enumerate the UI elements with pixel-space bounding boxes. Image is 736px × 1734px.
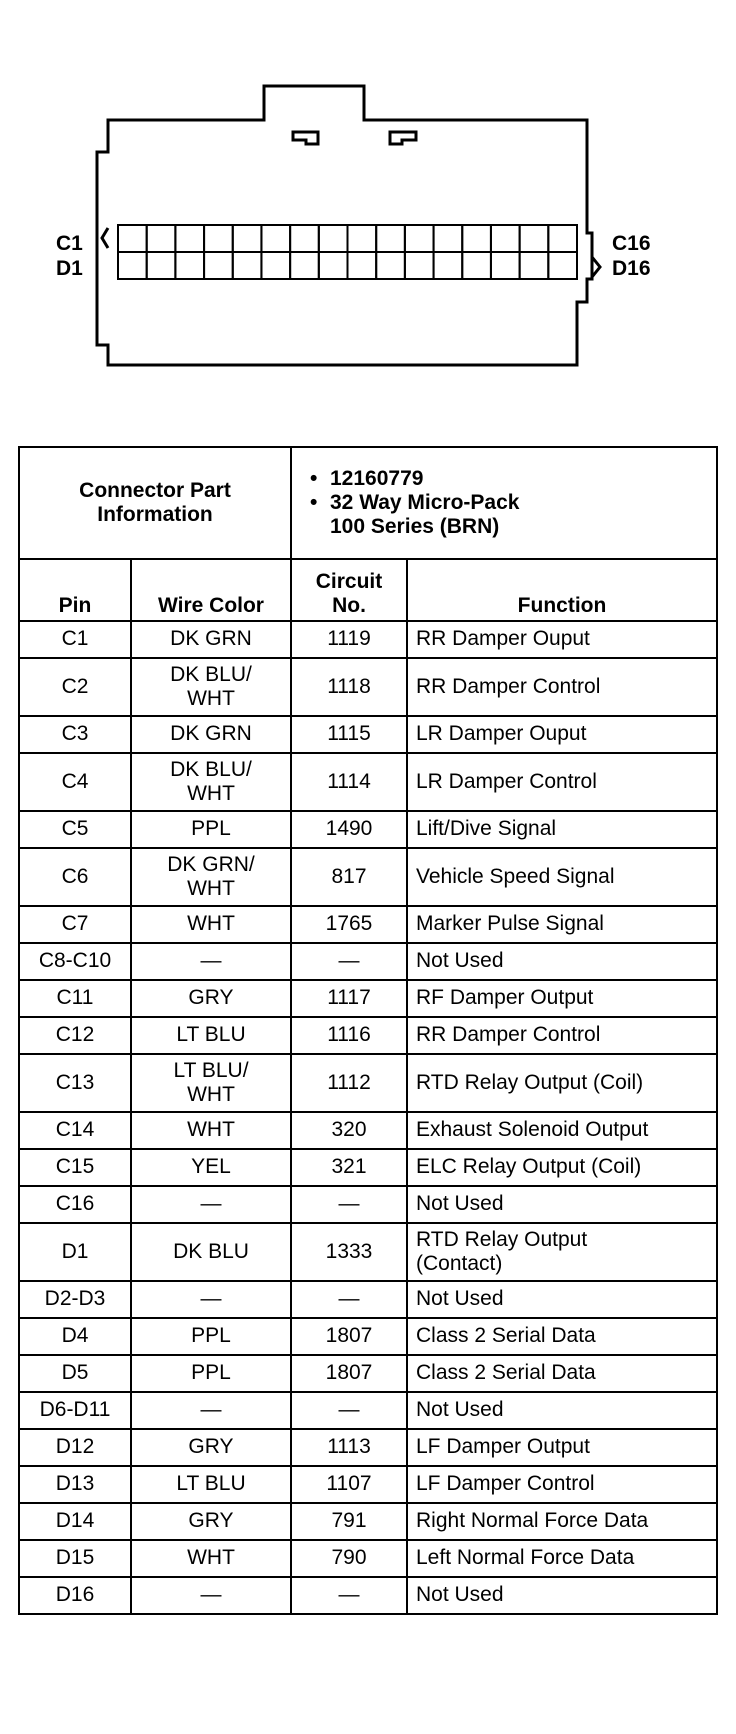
circuit-cell: 1333 xyxy=(291,1223,407,1281)
part-number-line: • 12160779 xyxy=(310,466,424,490)
table-row xyxy=(19,1112,717,1149)
circuit-cell: 791 xyxy=(291,1503,407,1540)
pin-cell: C7 xyxy=(19,906,131,943)
table-row xyxy=(19,1223,717,1281)
wire-color-cell: — xyxy=(131,1392,291,1429)
pin-cell: C3 xyxy=(19,716,131,753)
pin-cell: C13 xyxy=(19,1054,131,1112)
right-latch xyxy=(390,132,416,144)
pin-cell: D13 xyxy=(19,1466,131,1503)
circuit-cell: — xyxy=(291,1577,407,1614)
pin-cavity xyxy=(261,225,290,252)
circuit-cell: 321 xyxy=(291,1149,407,1186)
wire-color-cell: GRY xyxy=(131,1429,291,1466)
pin-cell: C8-C10 xyxy=(19,943,131,980)
circuit-cell: 1807 xyxy=(291,1318,407,1355)
circuit-cell: — xyxy=(291,1186,407,1223)
table-row xyxy=(19,716,717,753)
function-cell: RTD Relay Output (Contact) xyxy=(407,1223,717,1281)
table-row xyxy=(19,1054,717,1112)
table-row xyxy=(19,1577,717,1614)
column-header-row xyxy=(19,559,717,621)
table-row xyxy=(19,1392,717,1429)
circuit-cell: 1765 xyxy=(291,906,407,943)
pin-cell: C14 xyxy=(19,1112,131,1149)
function-cell: RR Damper Control xyxy=(407,658,717,716)
pin-cavity xyxy=(434,225,463,252)
table-row xyxy=(19,1429,717,1466)
circuit-cell: 1118 xyxy=(291,658,407,716)
pin-cell: D1 xyxy=(19,1223,131,1281)
column-header-function: Function xyxy=(407,559,717,621)
connector-diagram xyxy=(0,0,736,400)
wire-color-cell: — xyxy=(131,1281,291,1318)
circuit-cell: 1107 xyxy=(291,1466,407,1503)
pin-cavity xyxy=(434,252,463,279)
pin-cavity xyxy=(520,225,549,252)
pin-cell: D12 xyxy=(19,1429,131,1466)
wire-color-cell: WHT xyxy=(131,906,291,943)
circuit-cell: — xyxy=(291,1281,407,1318)
table-row xyxy=(19,1355,717,1392)
table-row xyxy=(19,1149,717,1186)
circuit-cell: 1117 xyxy=(291,980,407,1017)
pin-cell: D16 xyxy=(19,1577,131,1614)
wire-color-cell: DK GRN xyxy=(131,621,291,658)
function-cell: Not Used xyxy=(407,943,717,980)
wire-color-cell: LT BLU xyxy=(131,1017,291,1054)
pin-cavity xyxy=(548,225,577,252)
pin-cell: D15 xyxy=(19,1540,131,1577)
wire-color-cell: DK GRN xyxy=(131,716,291,753)
column-header-circuit: Circuit No. xyxy=(291,559,407,621)
wire-color-cell: DK BLU xyxy=(131,1223,291,1281)
pin-cavity xyxy=(290,225,319,252)
left-tab xyxy=(102,228,108,248)
circuit-cell: 1114 xyxy=(291,753,407,811)
wire-color-cell: PPL xyxy=(131,811,291,848)
pin-cavity xyxy=(175,252,204,279)
part-number: 12160779 xyxy=(330,466,424,490)
table-row xyxy=(19,1540,717,1577)
function-cell: Not Used xyxy=(407,1577,717,1614)
pin-cell: C6 xyxy=(19,848,131,906)
pin-cavity xyxy=(118,252,147,279)
wire-color-cell: DK BLU/ WHT xyxy=(131,753,291,811)
wire-color-cell: PPL xyxy=(131,1355,291,1392)
table-row xyxy=(19,980,717,1017)
wire-color-cell: PPL xyxy=(131,1318,291,1355)
connector-part-information-title: Connector Part Information xyxy=(19,447,291,559)
function-cell: Vehicle Speed Signal xyxy=(407,848,717,906)
function-cell: Not Used xyxy=(407,1392,717,1429)
pin-cavity xyxy=(233,225,262,252)
wire-color-cell: DK BLU/ WHT xyxy=(131,658,291,716)
pin-cell: D5 xyxy=(19,1355,131,1392)
table-row xyxy=(19,943,717,980)
circuit-cell: 790 xyxy=(291,1540,407,1577)
circuit-cell: 1112 xyxy=(291,1054,407,1112)
pin-cell: C15 xyxy=(19,1149,131,1186)
wire-color-cell: GRY xyxy=(131,1503,291,1540)
circuit-cell: 817 xyxy=(291,848,407,906)
left-latch xyxy=(293,132,318,144)
pin-cavity xyxy=(548,252,577,279)
pin-cavity xyxy=(376,252,405,279)
function-cell: LF Damper Control xyxy=(407,1466,717,1503)
table-row xyxy=(19,848,717,906)
table-row xyxy=(19,658,717,716)
pin-grid xyxy=(118,225,577,279)
pin-cell: C2 xyxy=(19,658,131,716)
pin-cavity xyxy=(204,252,233,279)
wire-color-cell: — xyxy=(131,1186,291,1223)
pin-cavity xyxy=(462,252,491,279)
connector-pinout-table xyxy=(18,446,718,1615)
function-cell: Class 2 Serial Data xyxy=(407,1318,717,1355)
wire-color-cell: — xyxy=(131,1577,291,1614)
function-cell: RF Damper Output xyxy=(407,980,717,1017)
pin-cell: C5 xyxy=(19,811,131,848)
function-cell: RTD Relay Output (Coil) xyxy=(407,1054,717,1112)
function-cell: RR Damper Ouput xyxy=(407,621,717,658)
pin-cavity xyxy=(405,225,434,252)
connector-type-line: • 32 Way Micro-Pack 100 Series (BRN) xyxy=(310,490,520,539)
circuit-cell: 320 xyxy=(291,1112,407,1149)
function-cell: LR Damper Control xyxy=(407,753,717,811)
table-row xyxy=(19,621,717,658)
function-cell: RR Damper Control xyxy=(407,1017,717,1054)
function-cell: Left Normal Force Data xyxy=(407,1540,717,1577)
connector-type: 32 Way Micro-Pack 100 Series (BRN) xyxy=(330,490,520,539)
wire-color-cell: DK GRN/ WHT xyxy=(131,848,291,906)
circuit-cell: 1116 xyxy=(291,1017,407,1054)
function-cell: Marker Pulse Signal xyxy=(407,906,717,943)
pin-cell: D14 xyxy=(19,1503,131,1540)
function-cell: LF Damper Output xyxy=(407,1429,717,1466)
pin-cell: D2-D3 xyxy=(19,1281,131,1318)
label-d16: D16 xyxy=(612,257,651,280)
table-row xyxy=(19,1503,717,1540)
pin-cell: C1 xyxy=(19,621,131,658)
pin-cavity xyxy=(118,225,147,252)
circuit-cell: 1115 xyxy=(291,716,407,753)
circuit-cell: 1119 xyxy=(291,621,407,658)
pin-cavity xyxy=(175,225,204,252)
wire-color-cell: LT BLU/ WHT xyxy=(131,1054,291,1112)
pin-cavity xyxy=(147,225,176,252)
label-c16: C16 xyxy=(612,232,651,255)
connector-part-info xyxy=(291,447,717,559)
pin-cell: C16 xyxy=(19,1186,131,1223)
table-row xyxy=(19,1318,717,1355)
pin-cavity xyxy=(261,252,290,279)
column-header-pin: Pin xyxy=(19,559,131,621)
circuit-cell: — xyxy=(291,943,407,980)
pin-cavity xyxy=(348,252,377,279)
function-cell: Not Used xyxy=(407,1186,717,1223)
circuit-cell: 1807 xyxy=(291,1355,407,1392)
table-row xyxy=(19,906,717,943)
pin-cavity xyxy=(233,252,262,279)
pin-cavity xyxy=(204,225,233,252)
pin-cell: D6-D11 xyxy=(19,1392,131,1429)
wire-color-cell: YEL xyxy=(131,1149,291,1186)
circuit-cell: 1113 xyxy=(291,1429,407,1466)
pin-cell: C11 xyxy=(19,980,131,1017)
pin-cavity xyxy=(462,225,491,252)
label-d1: D1 xyxy=(56,257,83,280)
function-cell: LR Damper Ouput xyxy=(407,716,717,753)
pin-cavity xyxy=(290,252,319,279)
function-cell: Lift/Dive Signal xyxy=(407,811,717,848)
pin-cavity xyxy=(348,225,377,252)
function-cell: Exhaust Solenoid Output xyxy=(407,1112,717,1149)
table-header-row xyxy=(19,447,717,559)
pin-cell: C12 xyxy=(19,1017,131,1054)
pin-cell: D4 xyxy=(19,1318,131,1355)
table-row xyxy=(19,1017,717,1054)
function-cell: Not Used xyxy=(407,1281,717,1318)
wire-color-cell: LT BLU xyxy=(131,1466,291,1503)
pin-cell: C4 xyxy=(19,753,131,811)
wire-color-cell: WHT xyxy=(131,1540,291,1577)
pin-cavity xyxy=(520,252,549,279)
circuit-cell: — xyxy=(291,1392,407,1429)
table-row xyxy=(19,1186,717,1223)
function-cell: Class 2 Serial Data xyxy=(407,1355,717,1392)
table-row xyxy=(19,753,717,811)
table-row xyxy=(19,811,717,848)
pin-cavity xyxy=(319,252,348,279)
column-header-wire-color: Wire Color xyxy=(131,559,291,621)
pin-cavity xyxy=(319,225,348,252)
wire-color-cell: WHT xyxy=(131,1112,291,1149)
pin-cavity xyxy=(491,252,520,279)
table-row xyxy=(19,1466,717,1503)
circuit-cell: 1490 xyxy=(291,811,407,848)
table-row xyxy=(19,1281,717,1318)
pin-cavity xyxy=(491,225,520,252)
label-c1: C1 xyxy=(56,232,83,255)
pin-cavity xyxy=(405,252,434,279)
wire-color-cell: — xyxy=(131,943,291,980)
function-cell: Right Normal Force Data xyxy=(407,1503,717,1540)
pin-cavity xyxy=(147,252,176,279)
function-cell: ELC Relay Output (Coil) xyxy=(407,1149,717,1186)
pin-cavity xyxy=(376,225,405,252)
wire-color-cell: GRY xyxy=(131,980,291,1017)
